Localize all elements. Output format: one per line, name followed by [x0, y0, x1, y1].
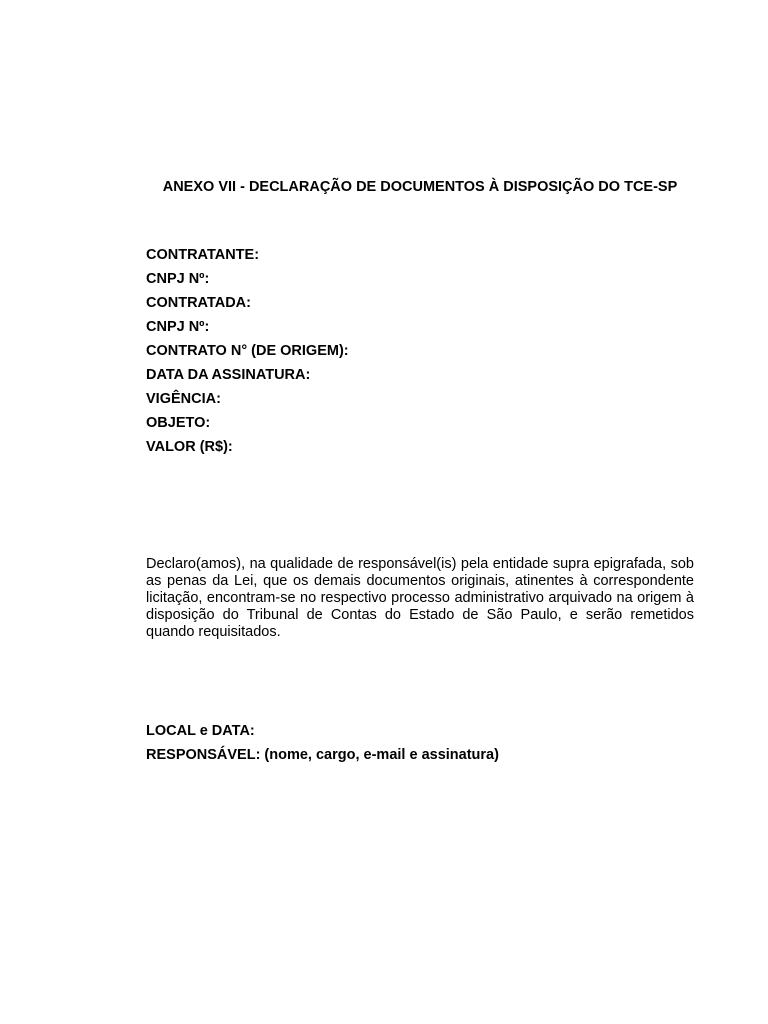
- field-contrato-numero: CONTRATO N° (DE ORIGEM):: [146, 343, 349, 359]
- field-objeto: OBJETO:: [146, 415, 211, 431]
- signature-block: [146, 719, 694, 767]
- field-data-assinatura: DATA DA ASSINATURA:: [146, 367, 311, 383]
- field-contratada: CONTRATADA:: [146, 295, 251, 311]
- contract-fields: [146, 243, 694, 459]
- field-valor: VALOR (R$):: [146, 439, 233, 455]
- field-cnpj-contratante: CNPJ Nº:: [146, 271, 210, 287]
- field-vigencia: VIGÊNCIA:: [146, 391, 221, 407]
- document-title: ANEXO VII - DECLARAÇÃO DE DOCUMENTOS À DISPOSIÇÃO DO TCE-SP: [162, 179, 678, 195]
- declaration-paragraph: Declaro(amos), na qualidade de responsável(is) pela entidade supra epigrafada, sob as penas da Lei, que os demais documentos originais, atinentes à correspondente licitação, encontram-se no respectivo processo administrativo arquivado na origem à disposição do Tribunal de Contas do Estado de São Paulo, e serão remetidos quando requisitados.: [146, 556, 694, 640]
- local-data-line: LOCAL e DATA:: [146, 723, 255, 739]
- field-contratante: CONTRATANTE:: [146, 247, 260, 263]
- responsavel-line: RESPONSÁVEL: (nome, cargo, e-mail e assinatura): [146, 747, 499, 763]
- field-cnpj-contratada: CNPJ Nº:: [146, 319, 210, 335]
